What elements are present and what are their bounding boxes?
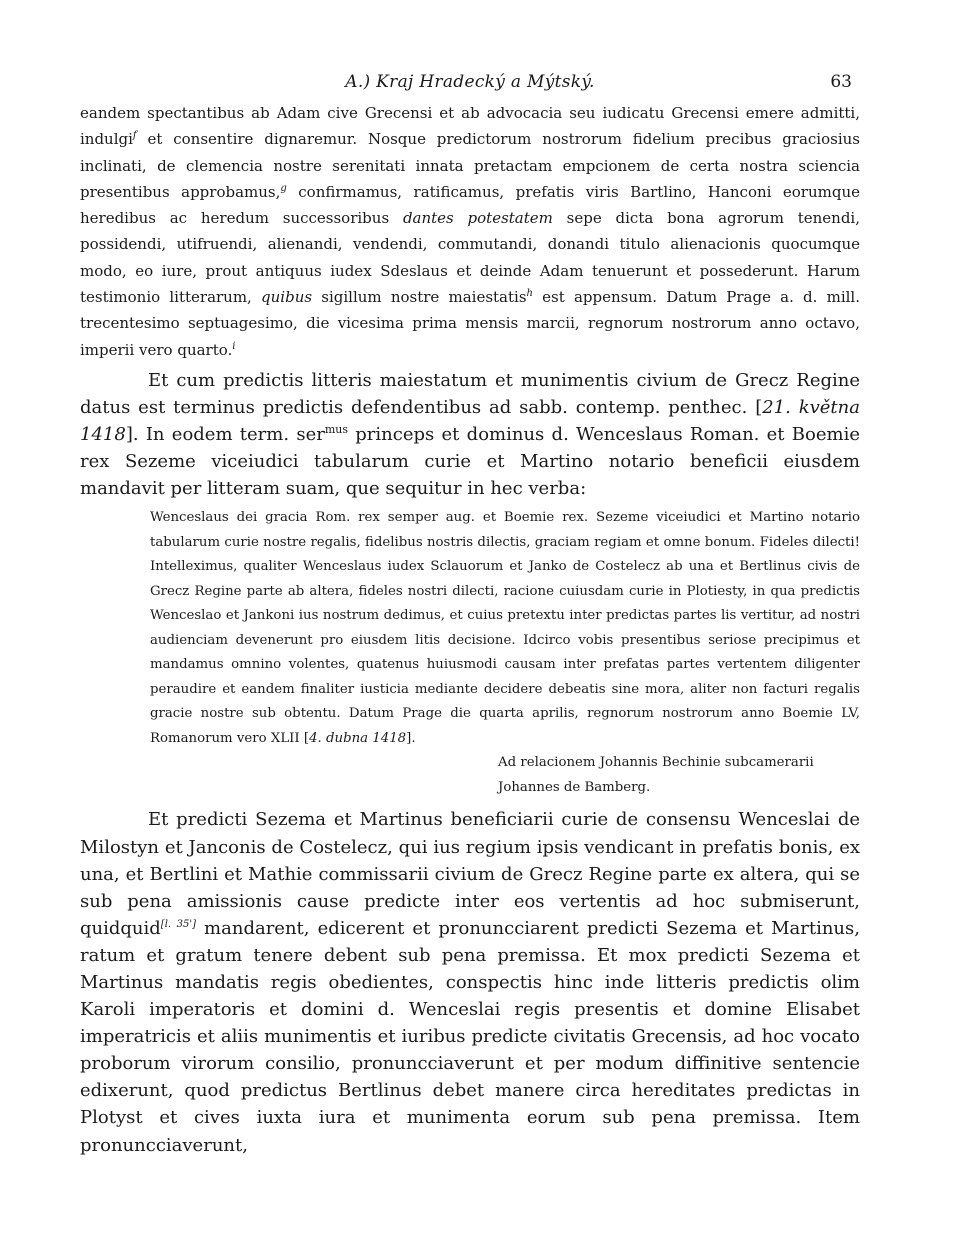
- text-run: Wenceslaus dei gracia Rom. rex semper aug. et Boemie rex. Sezeme viceiudici et Martino notario tabularum curie nostre regalis, fidelibus nostris dilectis, graciam regiam et omne bonum. Fideles dilecti! Intelleximus, qualiter Wenceslaus iudex Sclauorum et Janko de Costelecz ab una et Bertlinus civis de Grecz Regine parte ab altera, fideles nostri dilecti, racione cuiusdam curie in Plotiesty, in qua predictis Wenceslao et Jankoni ius nostrum dedimus, et cuius pretextu inter predictas partes lis vertitur, ad nostri audienciam devenerunt pro eiusdem litis decisione. Idcirco vobis presentibus seriose precipimus et mandamus omnino volentes, quatenus huiusmodi causam inter prefatas partes vertentem diligenter peraudire et eandem finaliter iusticia mediante decidere debeatis sine mora, aliter non facturi regalis gracie nostre sub obtentu. Datum Prage die quarta aprilis, regnorum nostrorum anno Boemie LV, Romanorum vero XLII [: [150, 510, 860, 746]
- superscript-abbreviation: mus: [324, 423, 349, 437]
- text-run: confirmamus, ratificamus, prefatis viris Bartlino, Hanconi eorumque heredibus ac heredum successoribus: [80, 182, 861, 228]
- letter-text: [150, 506, 860, 751]
- text-run: mandarent, edicerent et pronuncciarent predicti Sezema et Martinus, ratum et gratum tenere debent sub pena premissa. Et mox predicti Sezema et Martinus mandatis regis obedientes, conspectis hinc inde litteris predictis olim Karoli imperatoris et domini d. Wenceslai regis presentis et domine Elisabet imperatricis et aliis munimentis et iuribus predicte civitatis Grecensis, ad hoc vocato proborum virorum consilio, pronuncciaverunt et per modum diffinitive sentencie edixerunt, quod predictus Bertlinus debet manere circa hereditates predictas in Plotyst et cives iuxta iura et munimenta eorum sub pena premissa. Item pronuncciaverunt,: [80, 917, 860, 1156]
- text-run: Et predicti Sezema et Martinus beneficiarii curie de consensu Wenceslai de Milostyn et Janconis de Costelecz, qui ius regium ipsis vendicant in prefatis bonis, ex una, et Bertlini et Mathie commissarii civium de Grecz Regine parte ex altera, qui se sub pena amissionis cause predicte inter eos vertentis ad hoc submiserunt, quidquid: [80, 809, 860, 939]
- text-run: sigillum nostre maiestatis: [312, 288, 527, 307]
- text-run: sepe dicta bona agrorum tenendi, possidendi, utifruendi, alienandi, vendendi, commutandi, donandi titulo alienacionis quocumque modo, eo iure, prout antiquus iudex Sdeslaus et deinde Adam tenuerunt et possederunt. Harum testimonio litterarum,: [80, 209, 860, 307]
- date-annotation: 4. dubna 1418: [309, 730, 407, 746]
- footnote-marker: g: [280, 182, 287, 194]
- footnote-marker: f: [132, 130, 137, 142]
- text-run: ].: [406, 730, 416, 746]
- royal-letter: [80, 506, 860, 800]
- page-number: 63: [830, 72, 852, 92]
- paragraph-verdict: [80, 806, 860, 1158]
- text-run: ]. In eodem term. ser: [125, 424, 325, 446]
- document-page: [80, 66, 860, 1159]
- letter-subscription: [498, 751, 860, 800]
- text-run: princeps et dominus d. Wenceslaus Roman. et Boemie rex Sezeme viceiudici tabularum curie et Martino notario beneficii eiusdem mandavit per litteram suam, que sequitur in hec verba:: [80, 424, 861, 500]
- running-title: A.) Kraj Hradecký a Mýtský.: [345, 72, 595, 92]
- subscription-line: Johannes de Bamberg.: [498, 779, 651, 795]
- text-run: est appensum. Datum Prage a. d. mill. trecentesimo septuagesimo, die vicesima prima mensis marcii, regnorum nostrorum anno octavo, imperii vero quarto.: [80, 288, 860, 359]
- footnote-marker: i: [232, 340, 236, 352]
- text-run: Et cum predictis litteris maiestatum et munimentis civium de Grecz Regine datus est terminus predictis defendentibus ad sabb. contemp. penthec. [: [80, 369, 860, 419]
- text-run: et consentire dignaremur. Nosque predictorum nostrorum fidelium precibus graciosius inclinati, de clemencia nostre serenitati innata pretactam empcionem de certa nostra sciencia presentibus approbamus,: [80, 130, 860, 201]
- text-run: eandem spectantibus ab Adam cive Grecensi et ab advocacia seu iudicatu Grecensi emere admitti, indulgi: [80, 104, 860, 149]
- footnote-marker: h: [526, 288, 533, 300]
- italic-run: dantes potestatem: [402, 209, 553, 228]
- page-header: [80, 66, 860, 100]
- subscription-line: Ad relacionem Johannis Bechinie subcamerarii: [498, 755, 814, 771]
- paragraph-narrative: [80, 367, 860, 502]
- folio-reference: [l. 35']: [160, 918, 196, 930]
- italic-run: quibus: [261, 288, 313, 307]
- date-annotation: 21. května 1418: [80, 397, 860, 446]
- paragraph-charter-conclusion: [80, 100, 860, 363]
